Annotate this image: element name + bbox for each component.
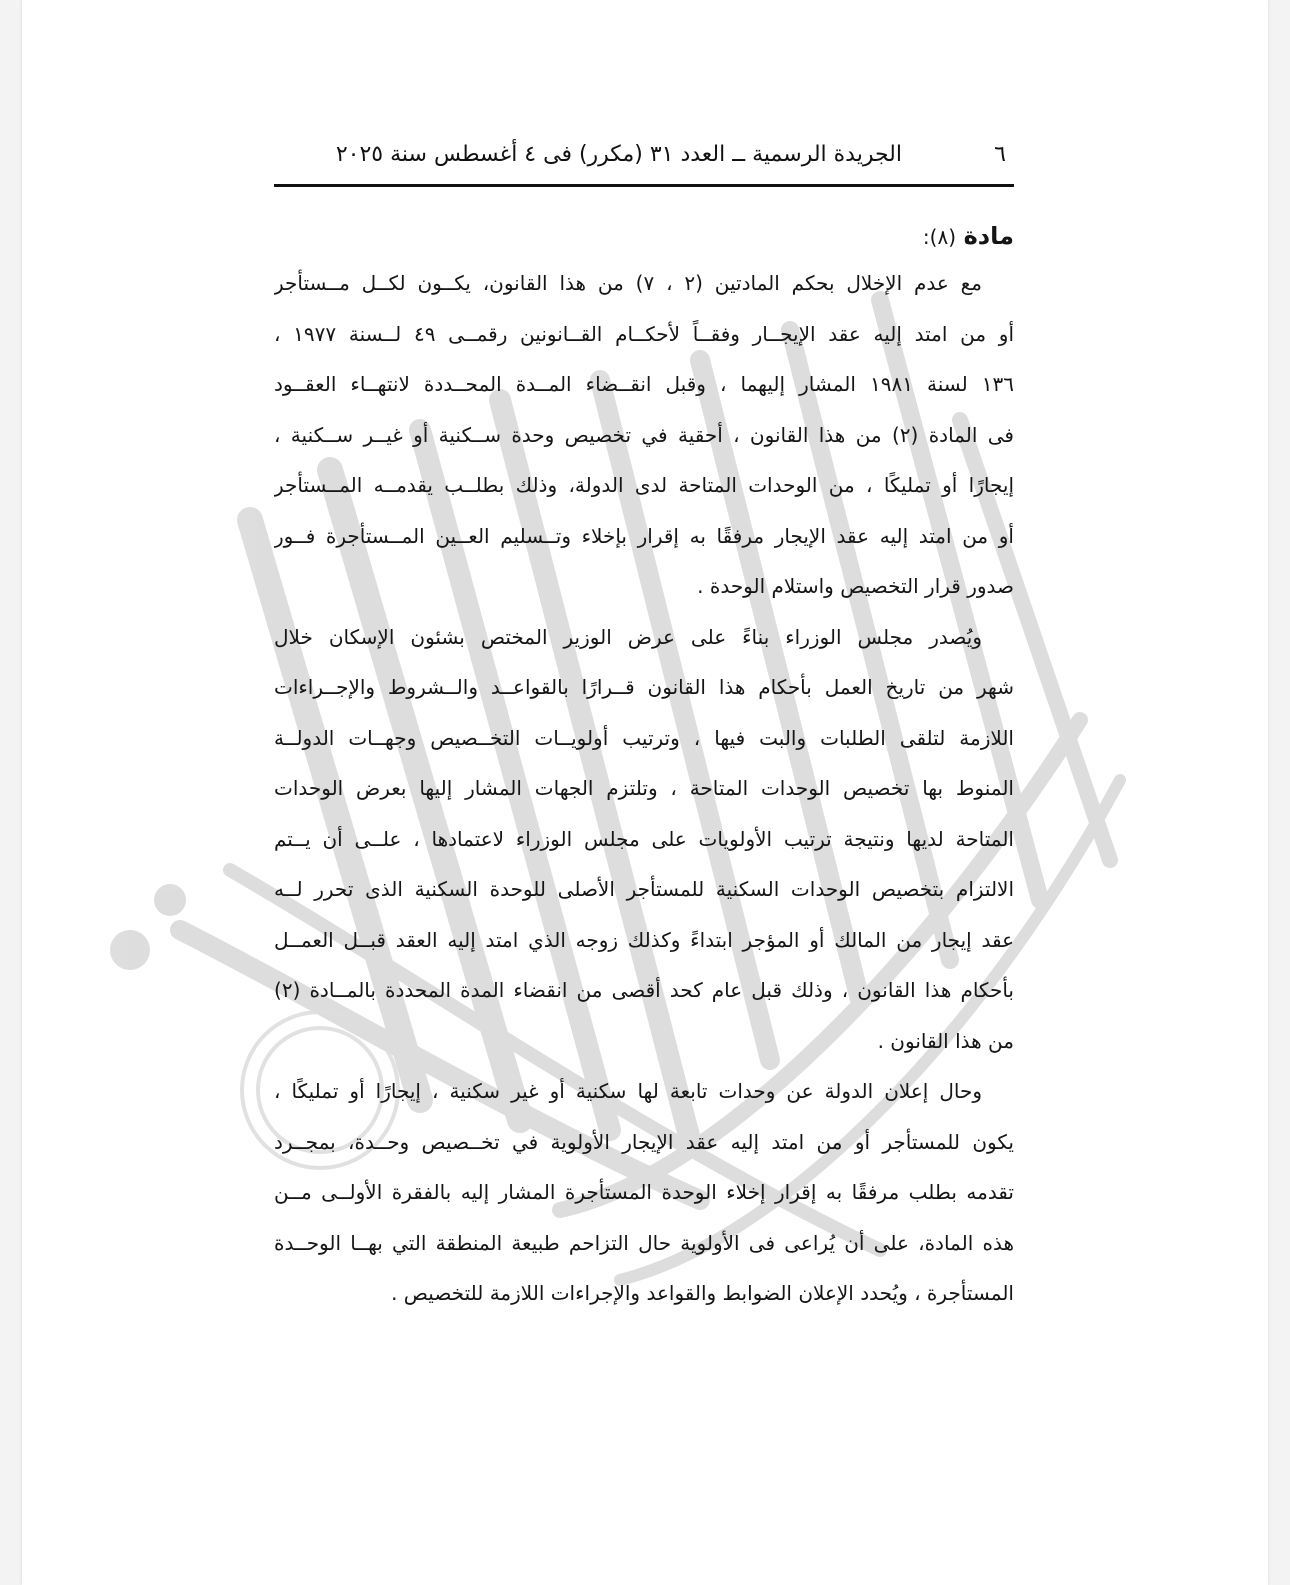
article-label: مادة xyxy=(963,222,1014,250)
text-line: المستأجرة ، ويُحدد الإعلان الضوابط والقواعد والإجراءات اللازمة للتخصيص . xyxy=(391,1281,1014,1305)
page-header xyxy=(274,134,1014,174)
gazette-title: الجريدة الرسمية ــ العدد ٣١ (مكرر) فى ٤ أغسطس سنة ٢٠٢٥ xyxy=(335,142,902,167)
text-line: شهر من تاريخ العمل بأحكام هذا القانون قــرارًا بالقواعــد والــشروط والإجــراءات xyxy=(274,675,1014,699)
article-number: (٨): xyxy=(922,225,956,249)
page-number: ٦ xyxy=(994,142,1006,167)
text-line: اللازمة لتلقى الطلبات والبت فيها ، وترتيب أولويــات التخــصيص وجهــات الدولــة xyxy=(274,725,1014,750)
article-heading xyxy=(274,214,1014,258)
text-line: مع عدم الإخلال بحكم المادتين (٢ ، ٧) من هذا القانون، يكــون لكــل مــستأجر xyxy=(274,271,983,295)
text-line: فى المادة (٢) من هذا القانون ، أحقية في تخصيص وحدة ســكنية أو غيــر ســكنية ، xyxy=(274,422,1014,447)
text-line: المنوط بها تخصيص الوحدات المتاحة ، وتلتزم الجهات المشار إليها بعرض الوحدات xyxy=(274,776,1014,800)
text-line: يكون للمستأجر أو من امتد إليه عقد الإيجار الأولوية في تخــصيص وحــدة، بمجــرد xyxy=(274,1129,1014,1154)
text-line: تقدمه بطلب مرفقًا به إقرار إخلاء الوحدة المستأجرة المشار إليه بالفقرة الأولــى مــن xyxy=(274,1180,1014,1204)
text-line: هذه المادة، على أن يُراعى فى الأولوية حال التزاحم طبيعة المنطقة التي بهــا الوحــدة xyxy=(274,1230,1014,1255)
header-divider xyxy=(274,184,1014,187)
text-line: من هذا القانون . xyxy=(877,1028,1014,1053)
paragraph-1 xyxy=(274,258,1014,612)
paragraph-3 xyxy=(274,1066,1014,1319)
text-line: الالتزام بتخصيص الوحدات السكنية للمستأجر الأصلى للوحدة السكنية الذى تحرر لــه xyxy=(274,877,1014,901)
text-line: ١٣٦ لسنة ١٩٨١ المشار إليهما ، وقبل انقــضاء المــدة المحــددة لانتهــاء العقــود xyxy=(274,372,1014,396)
article-body xyxy=(274,214,1014,1319)
text-line: أو من امتد إليه عقد الإيجــار وفقــاً لأحكــام القــانونين رقمــى ٤٩ لــسنة ١٩٧٧ ، xyxy=(274,321,1014,346)
text-line: عقد إيجار من المالك أو المؤجر ابتداءً وكذلك زوجه الذي امتد إليه العقد قبــل العمــل xyxy=(274,927,1014,952)
text-line: أو من امتد إليه عقد الإيجار مرفقًا به إقرار بإخلاء وتــسليم العــين المــستأجرة فــور xyxy=(274,523,1014,548)
text-line: بأحكام هذا القانون ، وذلك قبل عام كحد أقصى من انقضاء المدة المحددة بالمــادة (٢) xyxy=(274,978,1014,1002)
paragraph-2 xyxy=(274,612,1014,1067)
text-line: ويُصدر مجلس الوزراء بناءً على عرض الوزير المختص بشئون الإسكان خلال xyxy=(274,624,982,649)
text-line: صدور قرار التخصيص واستلام الوحدة . xyxy=(697,574,1014,598)
text-line: وحال إعلان الدولة عن وحدات تابعة لها سكنية أو غير سكنية ، إيجارًا أو تمليكًا ، xyxy=(274,1079,982,1103)
text-line: المتاحة لديها ونتيجة ترتيب الأولويات على مجلس الوزراء لاعتمادها ، علــى أن يــتم xyxy=(274,826,1014,851)
text-line: إيجارًا أو تمليكًا ، من الوحدات المتاحة لدى الدولة، وذلك بطلــب يقدمــه المــستأجر xyxy=(274,473,1014,497)
